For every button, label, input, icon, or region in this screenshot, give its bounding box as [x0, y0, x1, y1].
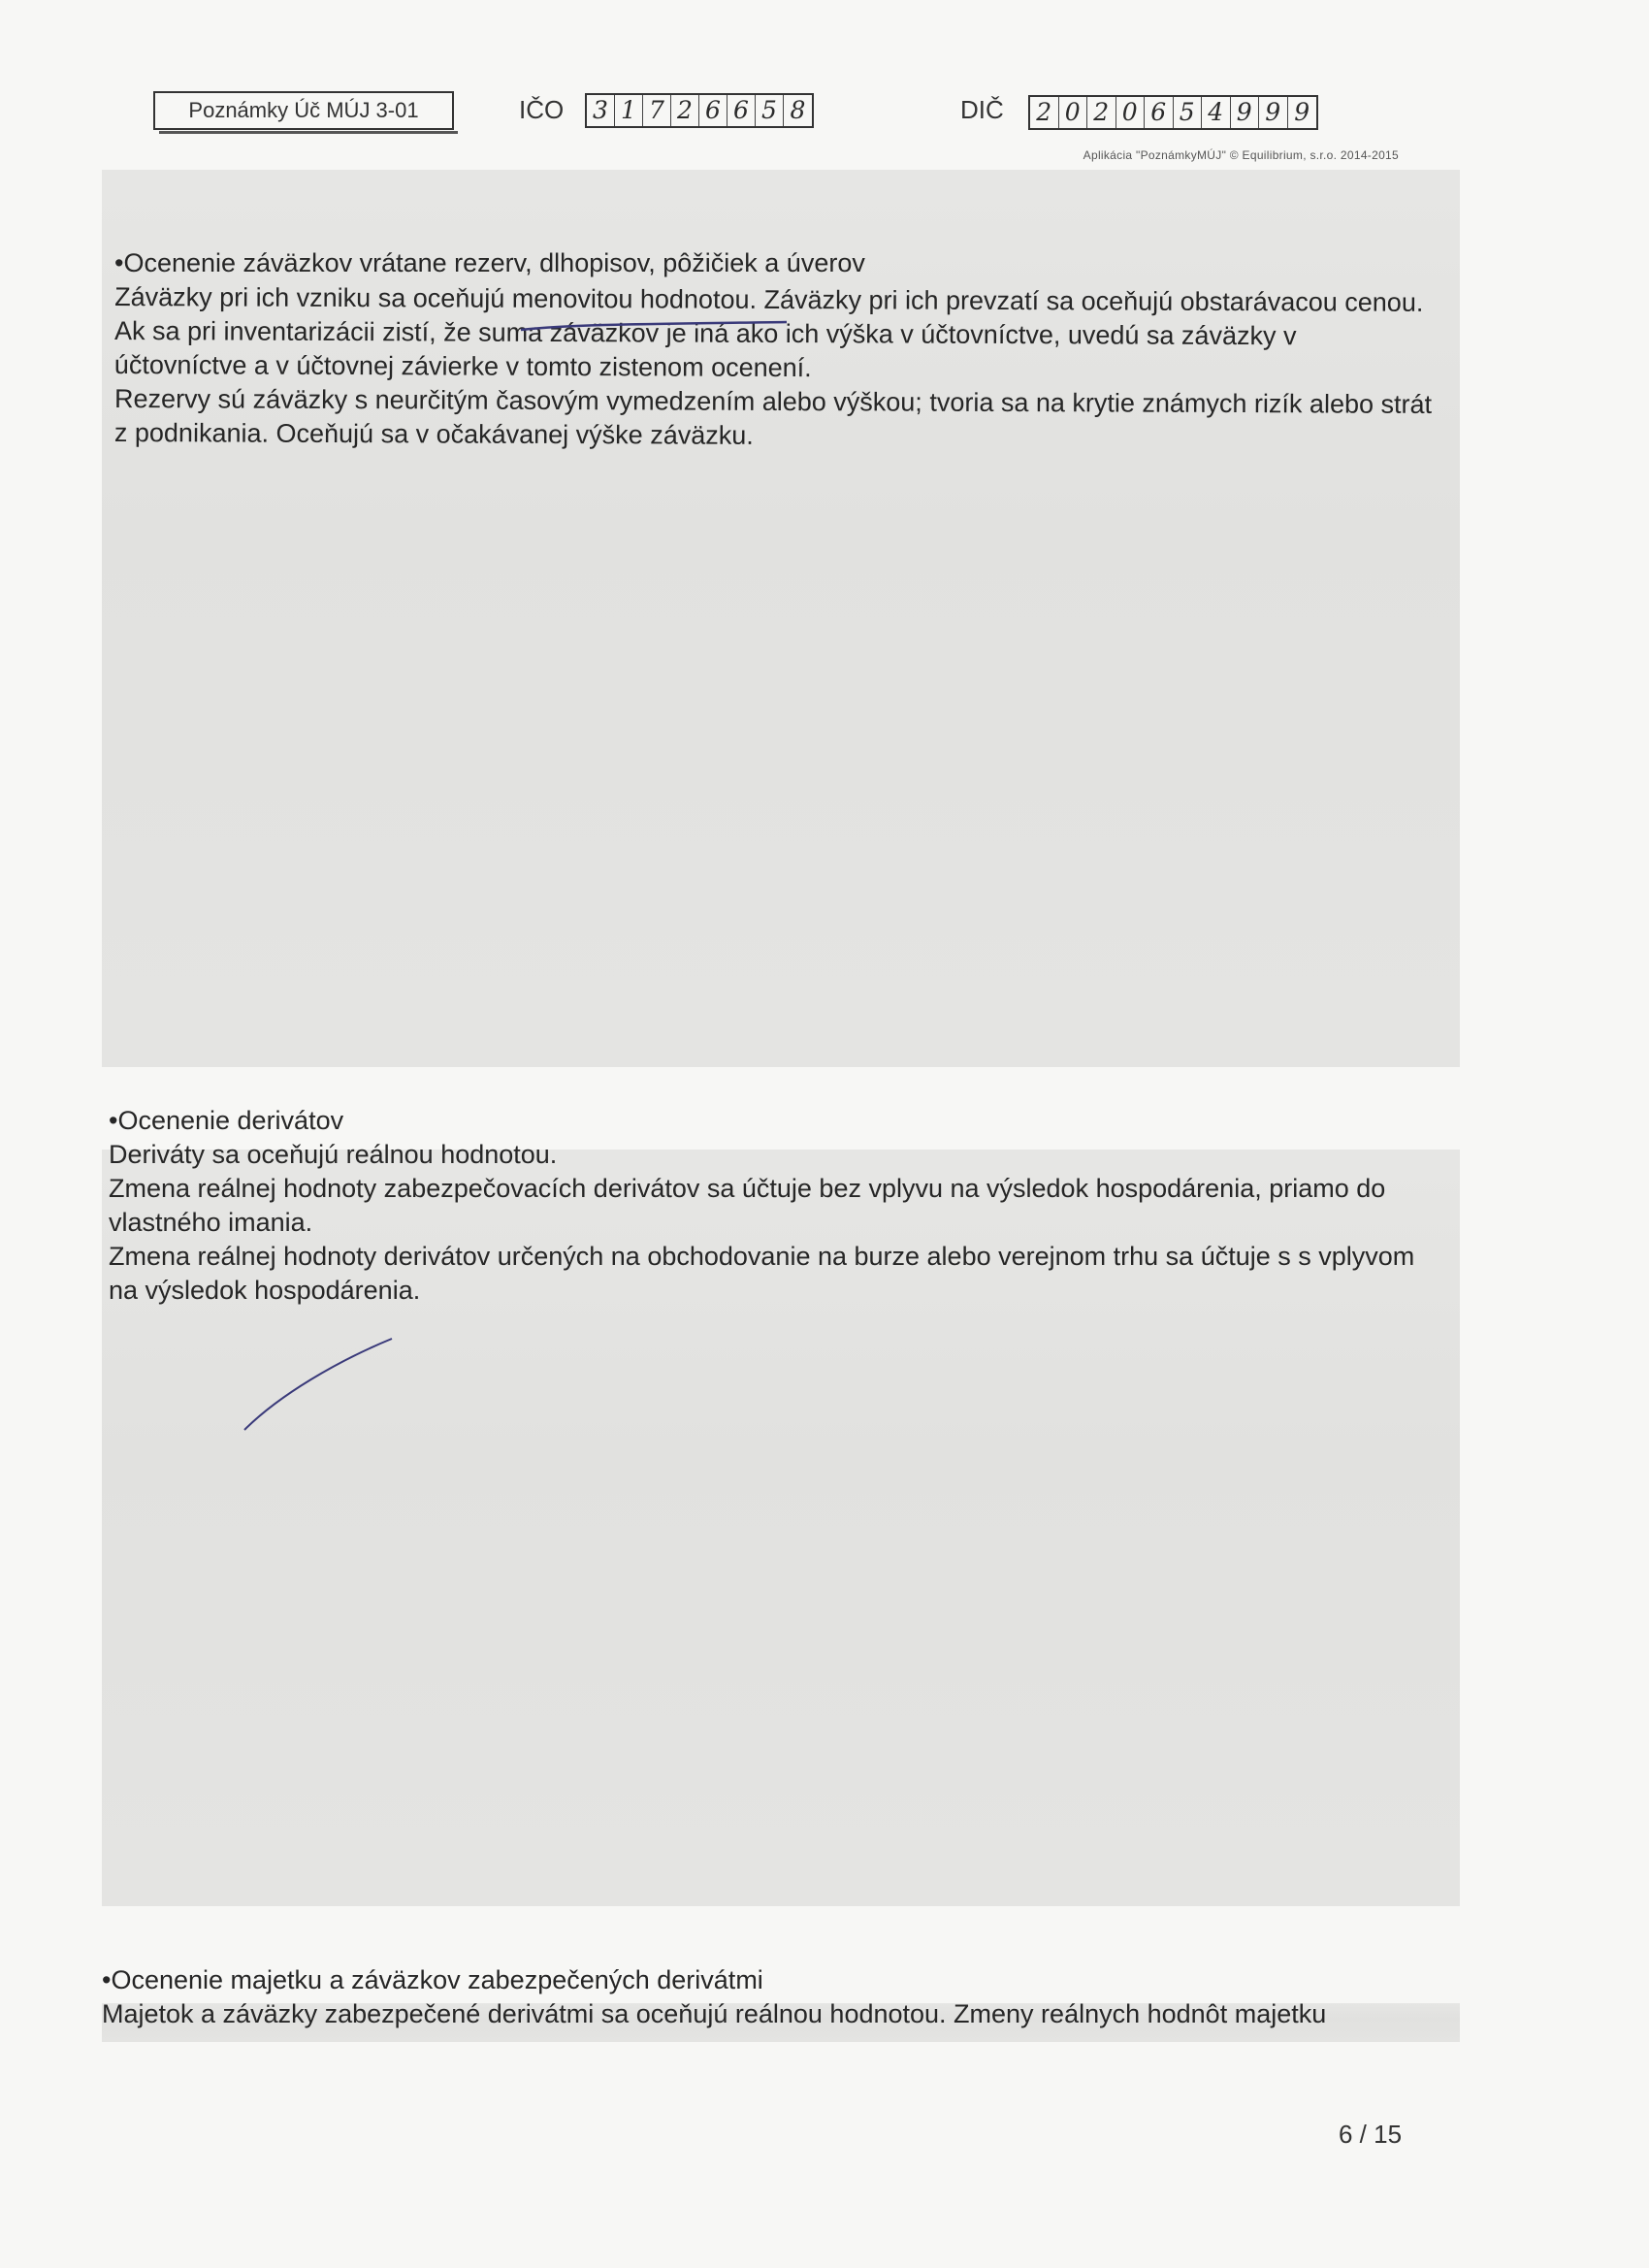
dic-digit: 2	[1087, 97, 1116, 128]
section-paragraph: Záväzky pri ich vzniku sa oceňujú menovitou hodnotou. Záväzky pri ich prevzatí sa oceňujú obstarávacou cenou. Ak sa pri inventarizácii zistí, že suma záväzkov je iná ako ich výška v účtovníctve, uvedú sa záväzky v účtovníctve a v účtovnej závierke v tomto zistenom ocenení.	[113, 282, 1424, 383]
app-credit: Aplikácia "PoznámkyMÚJ" © Equilibrium, s.r.o. 2014-2015	[1083, 148, 1399, 162]
ico-digit: 5	[756, 95, 784, 126]
pen-underline-mark	[519, 316, 791, 336]
pen-stroke-mark	[241, 1337, 396, 1434]
dic-digit: 9	[1294, 98, 1310, 126]
dic-label: DIČ	[960, 95, 1004, 124]
dic-digit: 0	[1059, 97, 1088, 128]
dic-digit: 5	[1174, 97, 1203, 128]
ico-digit: 7	[643, 95, 671, 126]
ico-digit: 6	[728, 95, 756, 126]
ico-digit: 6	[699, 95, 728, 126]
section-paragraph: Deriváty sa oceňujú reálnou hodnotou.	[109, 1140, 558, 1169]
dic-digit: 2	[1030, 97, 1059, 128]
dic-digit: 4	[1202, 97, 1231, 128]
section-liabilities-valuation	[114, 246, 1434, 450]
ico-digit-boxes	[585, 93, 814, 128]
ico-digit: 3	[587, 95, 615, 126]
section-derivatives-valuation	[109, 1104, 1438, 1308]
dic-digit: 9	[1231, 97, 1260, 128]
section-heading: • Ocenenie záväzkov vrátane rezerv, dlhopisov, pôžičiek a úverov	[114, 246, 1434, 280]
page-number: 6 / 15	[1339, 2120, 1403, 2149]
dic-digit-boxes	[1028, 95, 1318, 130]
section-paragraph: Zmena reálnej hodnoty zabezpečovacích derivátov sa účtuje bez vplyvu na výsledok hospodárenia, priamo do vlastného imania.	[109, 1174, 1386, 1237]
section-paragraph: Majetok a záväzky zabezpečené derivátmi sa oceňujú reálnou hodnotou. Zmeny reálnych hodnôt majetku	[102, 1999, 1327, 2028]
dic-digit: 6	[1145, 97, 1174, 128]
section-hedged-assets-valuation	[102, 1963, 1440, 2031]
section-heading: • Ocenenie derivátov	[109, 1104, 1438, 1138]
section-paragraph: Rezervy sú záväzky s neurčitým časovým vymedzením alebo výškou; tvoria sa na krytie známych rizík alebo strát z podnikania. Oceňujú sa v očakávanej výške záväzku.	[113, 384, 1433, 450]
ico-digit: 8	[790, 96, 806, 124]
ico-digit: 1	[615, 95, 643, 126]
dic-digit: 9	[1259, 97, 1288, 128]
document-code-box: Poznámky Úč MÚJ 3-01	[153, 91, 454, 130]
section-heading: • Ocenenie majetku a záväzkov zabezpečených derivátmi	[102, 1963, 1440, 1997]
ico-digit: 2	[671, 95, 699, 126]
dic-digit: 0	[1116, 97, 1146, 128]
ico-label: IČO	[519, 95, 565, 124]
section-paragraph: Zmena reálnej hodnoty derivátov určených na obchodovanie na burze alebo verejnom trhu sa účtuje s s vplyvom na výsledok hospodárenia.	[109, 1242, 1415, 1305]
